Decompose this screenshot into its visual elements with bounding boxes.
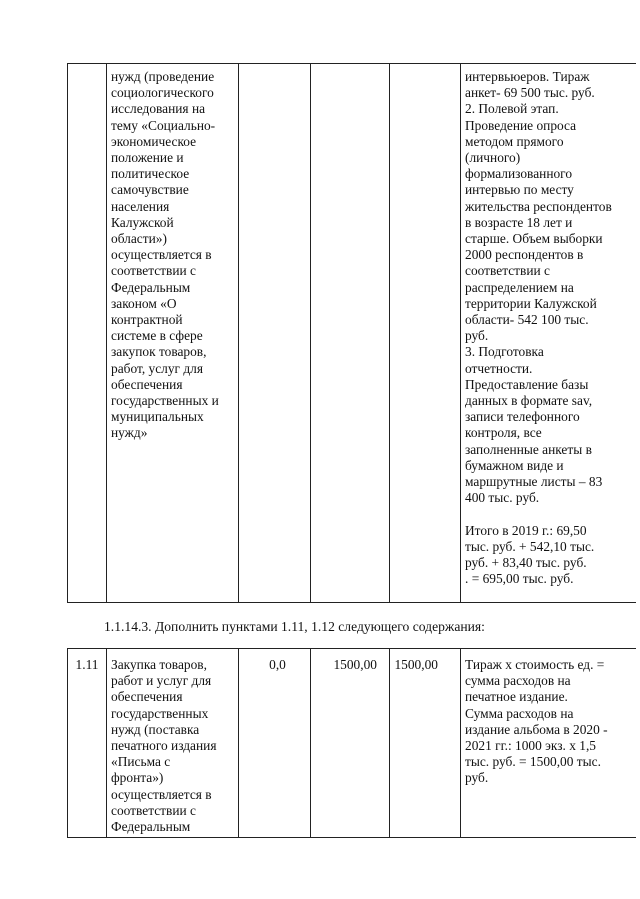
item-description-cell [107,649,239,838]
value-cell-3 [390,649,461,838]
value-cell-2 [311,649,390,838]
budget-table-continued [67,63,636,603]
value-cell-1 [239,649,311,838]
item-number: 1.11 [75,657,99,672]
table-row [68,64,637,603]
value-3: 1500,00 [394,657,438,672]
value-cell-1 [239,64,311,603]
calculation-note-cell [461,64,637,603]
value-1: 0,0 [269,657,286,672]
calculation-note: интервьюеров. Тираж анкет- 69 500 тыс. руб. 2. Полевой этап. Проведение опроса методом прямого (личного) формализованного интервью по месту жительства респондентов в возрасте 18 лет и старше. Объем выборки 2000 респондентов в соответствии с распределением на территории Калужской области- 542 100 тыс. руб. 3. Подготовка отчетности. Предоставление базы данных в формате sav, записи телефонного контроля, все заполненные анкеты в бумажном виде и маршрутные листы – 83 400 тыс. руб. Итого в 2019 г.: 69,50 тыс. руб. + 542,10 тыс. руб. + 83,40 тыс. руб. . = 695,00 тыс. руб. [465,69,612,587]
value-cell-3 [390,64,461,603]
value-2: 1500,00 [333,657,377,672]
item-description-cell [107,64,239,603]
section-heading: 1.1.14.3. Дополнить пунктами 1.11, 1.12 следующего содержания: [104,619,485,634]
item-number-cell [68,64,107,603]
item-description: Закупка товаров, работ и услуг для обеспечения государственных нужд (поставка печатного издания «Письма с фронта») осуществляется в соответствии с Федеральным [111,657,217,835]
budget-table-new-items [67,648,636,838]
value-cell-2 [311,64,390,603]
table-row [68,649,637,838]
item-number-cell [68,649,107,838]
calculation-note-cell [461,649,637,838]
item-description: нужд (проведение социологического исследования на тему «Социально- экономическое положение и политическое самочувствие населения Калужской области») осуществляется в соответствии с Федеральным законом «О контрактной системе в сфере закупок товаров, работ, услуг для обеспечения государственных и муниципальных нужд» [111,69,219,441]
calculation-note: Тираж х стоимость ед. = сумма расходов на печатное издание. Сумма расходов на издание альбома в 2020 - 2021 гг.: 1000 экз. х 1,5 тыс. руб. = 1500,00 тыс. руб. [465,657,608,786]
